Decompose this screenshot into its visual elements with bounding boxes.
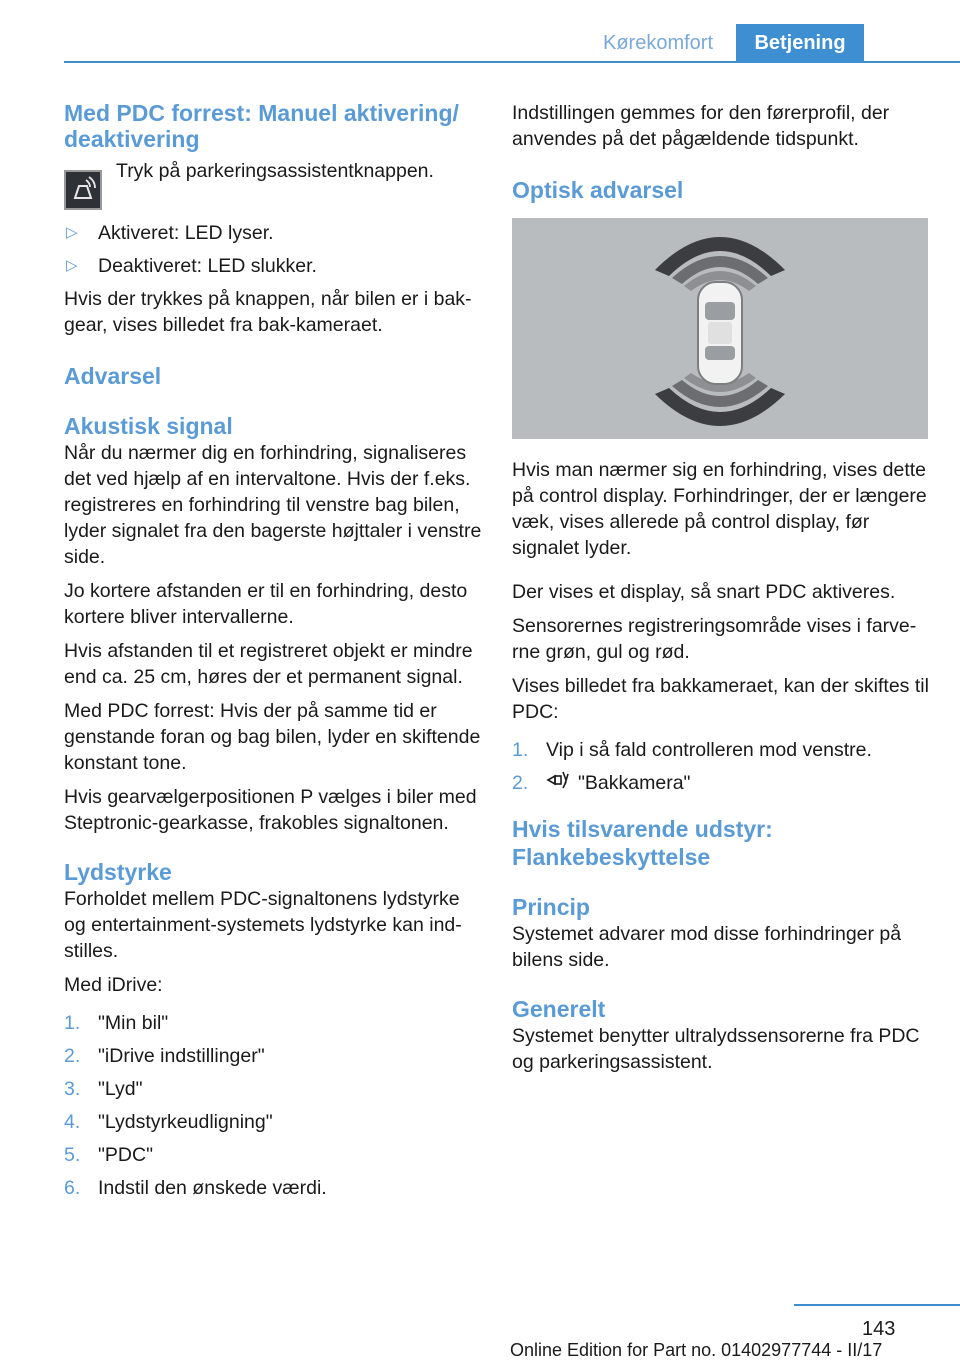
press-button-text: Tryk på parkeringsassistentknappen. <box>116 160 434 182</box>
led-status-list <box>64 220 482 279</box>
paragraph-idrive: Med iDrive: <box>64 974 163 996</box>
paragraph-acoustic-2: Jo kortere afstanden er til en forhindring, desto kortere bliver intervallerne. <box>64 580 468 628</box>
step-number: 1. <box>64 1012 81 1034</box>
paragraph-optical-1: Hvis man nærmer sig en forhindring, vises dette på control display. Forhindringer, der er længere væk, vises allerede på control display, før signalet lyder. <box>512 459 927 559</box>
paragraph-reverse: Hvis der trykkes på knappen, når bilen er i bakgear, vises billedet fra bak-kameraet. <box>64 288 472 336</box>
step-number: 3. <box>64 1078 81 1100</box>
step-text: Vip i så fald controlleren mod venstre. <box>546 739 872 761</box>
triangle-right-icon: ▷ <box>66 257 78 274</box>
page-number: 143 <box>862 1318 896 1340</box>
list-item <box>64 1175 482 1201</box>
heading-general: Generelt <box>512 996 606 1023</box>
paragraph-acoustic-4: Med PDC forrest: Hvis der på samme tid er genstande foran og bag bilen, lyder en skiftende konstant tone. <box>64 700 481 774</box>
heading-optical: Optisk advarsel <box>512 177 684 203</box>
list-item <box>64 1076 482 1102</box>
step-text: "Min bil" <box>98 1012 169 1034</box>
tab-korekomfort[interactable]: Kørekomfort <box>602 32 714 54</box>
paragraph-optical-2: Der vises et display, så snart PDC aktiveres. <box>512 581 896 603</box>
paragraph-optical-4: Vises billedet fra bakkameraet, kan der skiftes til PDC: <box>512 675 929 723</box>
step-text: "Lyd" <box>98 1078 143 1100</box>
idrive-steps-list <box>64 1010 482 1201</box>
paragraph-optical-3: Sensorernes registreringsområde vises i farverne grøn, gul og rød. <box>512 615 917 663</box>
parking-assistant-button-icon <box>64 170 102 210</box>
left-column <box>64 100 482 1208</box>
paragraph-volume: Forholdet mellem PDC-signaltonens lydstyrke og entertainment-systemets lydstyrke kan indstilles. <box>64 888 462 962</box>
list-item <box>512 737 932 763</box>
list-item <box>512 770 932 797</box>
tab-betjening[interactable]: Betjening <box>736 24 864 62</box>
heading-warning: Advarsel <box>64 363 162 389</box>
heading-acoustic: Akustisk signal <box>64 413 233 439</box>
step-number: 4. <box>64 1111 81 1133</box>
right-column <box>512 100 932 1075</box>
list-item <box>64 220 482 246</box>
list-item-text: Deaktiveret: LED slukker. <box>98 255 317 277</box>
reverse-camera-icon <box>546 770 570 797</box>
car-sensor-illustration <box>512 218 928 439</box>
step-number: 2. <box>512 772 529 794</box>
paragraph-acoustic-3: Hvis afstanden til et registreret objekt er mindre end ca. 25 cm, høres der et permanent signal. <box>64 640 473 688</box>
list-item <box>64 253 482 279</box>
list-item <box>64 1109 482 1135</box>
heading-pdc-front: Med PDC forrest: Manuel aktivering/ deaktivering <box>64 100 459 152</box>
press-button-row <box>64 158 482 200</box>
step-number: 2. <box>64 1045 81 1067</box>
step-text: "Bakkamera" <box>578 772 691 794</box>
heading-principle: Princip <box>512 894 590 921</box>
edition-text: Online Edition for Part no. 01402977744 - II/17 <box>510 1340 883 1360</box>
list-item-text: Aktiveret: LED lyser. <box>98 222 274 244</box>
step-text: "PDC" <box>98 1144 154 1166</box>
paragraph-principle: Systemet advarer mod disse forhindringer på bilens side. <box>512 923 902 972</box>
heading-flank: Hvis tilsvarende udstyr: Flankebeskyttelse <box>512 816 773 871</box>
list-item <box>64 1142 482 1168</box>
pdc-display-figure <box>512 218 928 439</box>
header-rule <box>64 61 960 63</box>
list-item <box>64 1010 482 1036</box>
step-number: 1. <box>512 739 529 761</box>
list-item <box>64 1043 482 1069</box>
paragraph-acoustic-1: Når du nærmer dig en forhindring, signaliseres det ved hjælp af en intervaltone. Hvis der f.eks. registreres en forhindring til venstre bag bilen, lyder signalet fra den bagerste højttaler i venstre side. <box>64 442 482 568</box>
step-number: 5. <box>64 1144 81 1166</box>
step-number: 6. <box>64 1177 81 1199</box>
step-text: "iDrive indstillinger" <box>98 1045 265 1067</box>
step-text: Indstil den ønskede værdi. <box>98 1177 327 1199</box>
paragraph-general: Systemet benytter ultralydssensorerne fra PDC og parkeringsassistent. <box>512 1025 920 1074</box>
triangle-right-icon: ▷ <box>66 224 78 241</box>
step-text: "Lydstyrkeudligning" <box>98 1111 273 1133</box>
paragraph-saved: Indstillingen gemmes for den førerprofil, der anvendes på det pågældende tidspunkt. <box>512 102 890 150</box>
camera-steps-list <box>512 737 932 797</box>
footer-rule <box>794 1304 960 1306</box>
heading-volume: Lydstyrke <box>64 859 172 885</box>
paragraph-acoustic-5: Hvis gearvælgerpositionen P vælges i biler med Steptronic-gearkasse, frakobles signaltonen. <box>64 786 477 834</box>
